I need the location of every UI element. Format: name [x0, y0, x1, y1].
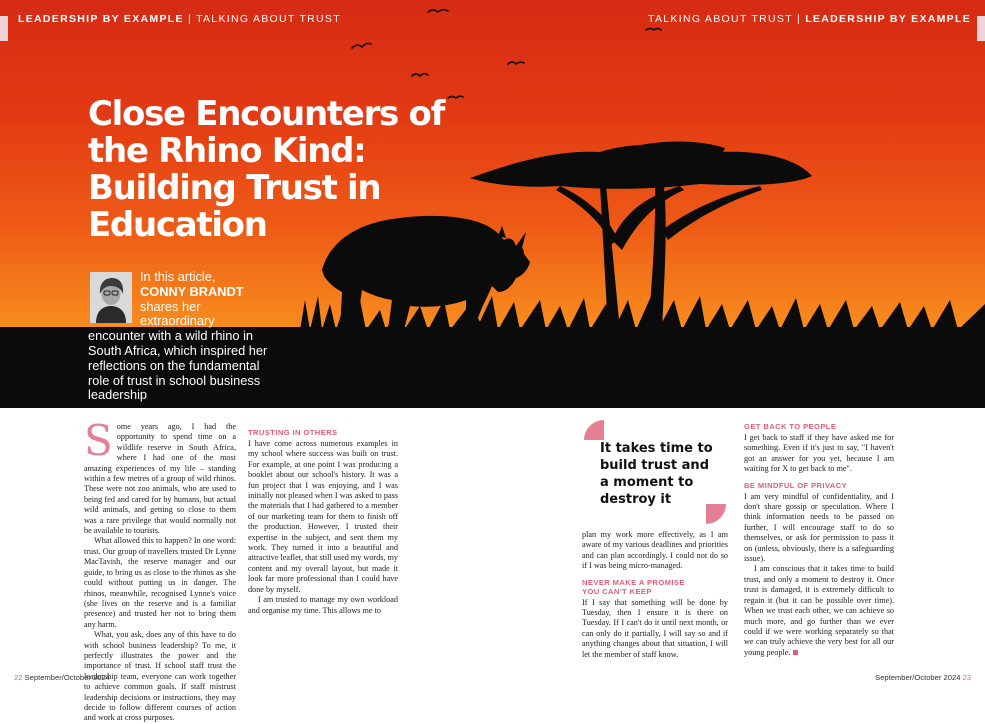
paragraph: ome years ago, I had the opportunity to spend time on a wildlife reserve in South Africa, where I had one of the most amazing experiences of my life – standing within a few metres of a group of wild rhinos. These were not zoo animals, who are used to being fed and cared for by humans, but actual wild animals, and getting so close to them was a rare privilege that would normally not be available to tourists. [84, 422, 236, 536]
body-column-4 [744, 422, 894, 658]
page-number: 23 [962, 673, 971, 682]
subheading-line: NEVER MAKE A PROMISE [582, 577, 685, 587]
footer-right [875, 673, 971, 682]
end-mark-icon [793, 650, 798, 655]
article-standfirst [88, 270, 278, 403]
running-header-left [18, 13, 341, 25]
birds-icon [352, 10, 661, 98]
acacia-tree-icon [470, 142, 812, 333]
corner-tab-right [977, 16, 985, 41]
subheading: BE MINDFUL OF PRIVACY [744, 480, 848, 490]
page-number: 22 [14, 673, 23, 682]
corner-tab-left [0, 16, 8, 41]
paragraph: plan my work more effectively, as I am aware of my various deadlines and priorities and can plan accordingly. I could not do so if I was being micro-managed. [582, 530, 728, 571]
running-header-right [648, 13, 971, 25]
section-label: LEADERSHIP BY EXAMPLE [18, 13, 184, 25]
issue-date: September/October 2024 [24, 673, 110, 682]
subheading: TRUSTING IN OTHERS [248, 428, 338, 437]
intro-line: In this article, [140, 269, 216, 284]
intro-line: shares her [140, 298, 201, 314]
paragraph: If I say that something will be done by Tuesday, then I ensure it is there on Tuesday. If I can't do it until next month, or can only do it partially, I will say so and if anything changes about that situation, I will let the member of staff know. [582, 597, 728, 659]
issue-date: September/October 2024 [875, 673, 961, 682]
section-label: LEADERSHIP BY EXAMPLE [805, 13, 971, 25]
body-column-3 [582, 530, 728, 660]
article-title: Close Encounters of the Rhino Kind: Building Trust in Education [88, 94, 445, 245]
topic-label: TALKING ABOUT TRUST [196, 13, 341, 25]
drop-cap: S [84, 416, 113, 465]
paragraph: What allowed this to happen? In one word: trust. Our group of travellers trusted Dr Lynne MacTavish, the reserve manager and our guide, to bring us as close to the rhinos as she could without putting us in danger. The rhinos, meanwhile, recognised Lynne's voice (she lives on the reserve and is a familiar presence) and trusted her not to bring them any harm. [84, 536, 236, 629]
footer-left [14, 673, 110, 682]
subheading-line: YOU CAN'T KEEP [582, 586, 652, 596]
topic-label: TALKING ABOUT TRUST [648, 13, 793, 25]
header-separator: | [796, 13, 801, 25]
paragraph: I am trusted to manage my own workload and organise my time. This allows me to [248, 595, 398, 615]
subheading: GET BACK TO PEOPLE [744, 422, 837, 431]
body-column-2 [248, 422, 398, 616]
paragraph: I am conscious that it takes time to build trust, and only a moment to destroy it. Once trust is damaged, it is extremely difficult to regain it (but it can be possible over time). When we trust each other, we can achieve so much more, and go further than we ever could if we were working separately so that we can truly achieve the very best for all our young people. [744, 564, 894, 657]
paragraph: I get back to staff if they have asked me for something. Even if it's just to say, "I haven't got an answer for you yet, because I am waiting for X to get back to me". [744, 433, 894, 474]
intro-line: extraordinary [140, 313, 215, 329]
pull-quote-text: It takes time to build trust and a moment to destroy it [600, 441, 713, 507]
author-name: CONNY BRANDT [140, 283, 244, 299]
intro-text: encounter with a wild rhino in South Africa, which inspired her reflections on the fundamental role of trust in school business leadership [88, 328, 268, 403]
subheading [582, 578, 728, 596]
paragraph: What, you ask, does any of this have to do with school business leadership? To me, it perfectly illustrates the power and the importance of trust. If school staff trust the leadership team, everyone can work together to achieve common goals. If staff mistrust leadership decisions or instructions, they may decide to follow different courses of action and work at cross purposes. [84, 630, 236, 723]
paragraph: I am very mindful of confidentiality, and I don't share gossip or speculation. Where I think information needs to be passed on further, I will encourage staff to do so themselves, or ask for permission to pass it on (unless, obviously, there is a safeguarding issue). [744, 491, 894, 564]
header-separator: | [188, 13, 193, 25]
pull-quote [582, 418, 728, 526]
paragraph: I have come across numerous examples in my school where success was built on trust. For example, at one point I was producing a booklet about our school's history. It was a fun project that I was enjoying, and I was initially not pleased when I was asked to pass the materials that I had gathered to a member of our marketing team for them to finish off the production. However, I trusted their expertise in the subject, and sent them my work. They turned it into a beautiful and attractive leaflet, that still used my words, my content and my overall layout, but made it look far more professional than I could have done by myself. [248, 439, 398, 594]
